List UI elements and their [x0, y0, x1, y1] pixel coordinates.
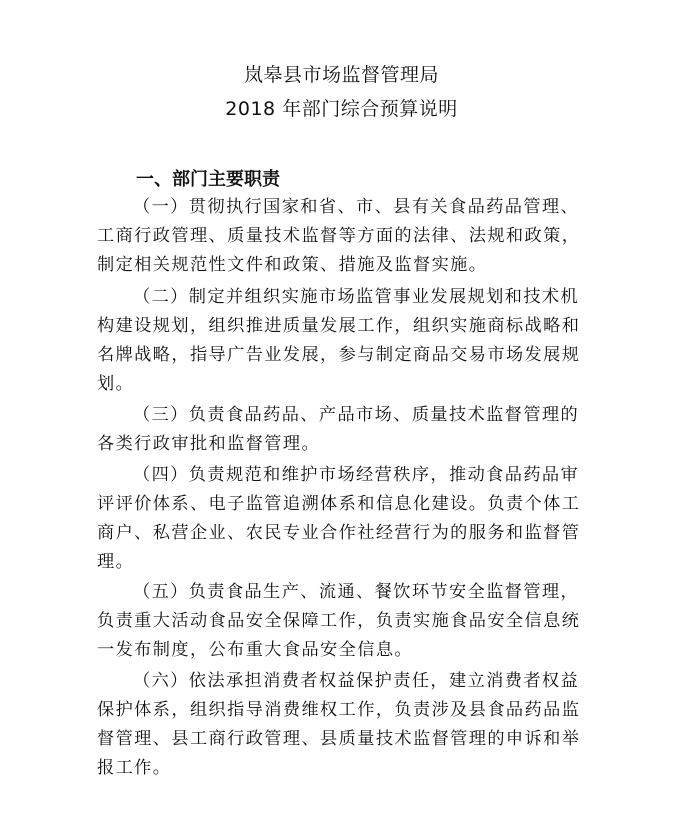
org-title: 岚皋县市场监督管理局 — [243, 64, 439, 86]
paragraph-line: （五）负责食品生产、流通、餐饮环节安全监督管理， — [133, 582, 580, 602]
paragraph-line: 报工作。 — [97, 758, 172, 778]
paragraph-line: 构建设规划，组织推进质量发展工作，组织实施商标战略和 — [97, 316, 581, 336]
paragraph-line: 各类行政审批和监督管理。 — [97, 434, 321, 454]
paragraph-line: 保护体系，组织指导消费维权工作，负责涉及县食品药品监 — [97, 700, 581, 720]
paragraph-line: 督管理、县工商行政管理、县质量技术监督管理的申诉和举 — [97, 729, 581, 749]
paragraph-line: 划。 — [97, 374, 135, 394]
paragraph-line: 一发布制度，公布重大食品安全信息。 — [97, 640, 413, 660]
paragraph-line: （一）贯彻执行国家和省、市、县有关食品药品管理、 — [133, 197, 580, 217]
paragraph-line: 商户、私营企业、农民专业合作社经营行为的服务和监督管 — [97, 523, 581, 543]
paragraph-line: （四）负责规范和维护市场经营秩序，推动食品药品审 — [133, 465, 580, 485]
paragraph-line: 制定相关规范性文件和政策、措施及监督实施。 — [97, 255, 488, 275]
paragraph-line: （六）依法承担消费者权益保护责任，建立消费者权益 — [133, 671, 580, 691]
doc-title: 2018 年部门综合预算说明 — [225, 98, 458, 120]
paragraph-line: 评评价体系、电子监管追溯体系和信息化建设。负责个体工 — [97, 494, 581, 514]
paragraph-line: 负责重大活动食品安全保障工作，负责实施食品安全信息统 — [97, 611, 581, 631]
paragraph-line: 理。 — [97, 552, 135, 572]
paragraph-line: 工商行政管理、质量技术监督等方面的法律、法规和政策， — [97, 226, 581, 246]
section-heading: 一、部门主要职责 — [136, 169, 280, 190]
paragraph-line: （二）制定并组织实施市场监管事业发展规划和技术机 — [133, 287, 580, 307]
paragraph-line: 名牌战略，指导广告业发展，参与制定商品交易市场发展规 — [97, 345, 581, 365]
paragraph-line: （三）负责食品药品、产品市场、质量技术监督管理的 — [133, 405, 580, 425]
